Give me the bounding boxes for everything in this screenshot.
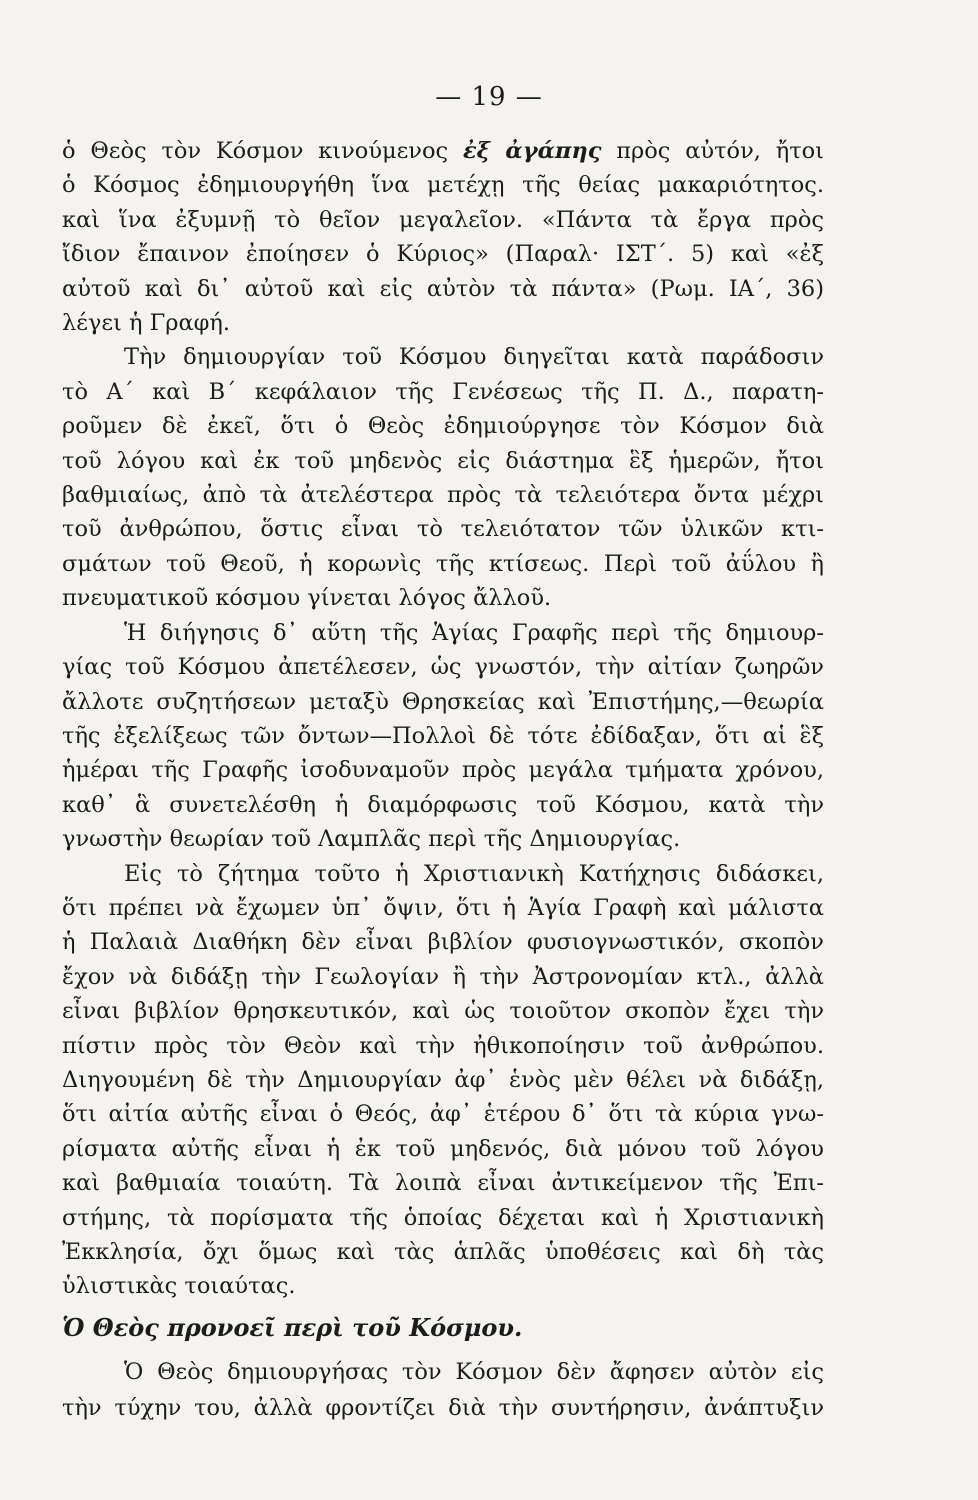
text-line: καὶ ἵνα ἐξυμνῇ τὸ θεῖον μεγαλεῖον. «Πάντα τὰ ἔργα πρὸς [62,206,824,233]
text-line: Ἡ διήγησις δ᾽ αὕτη τῆς Ἁγίας Γραφῆς περὶ τῆς δημιουρ- [124,619,824,646]
text-line: αὐτοῦ καὶ δι᾽ αὐτοῦ καὶ εἰς αὐτὸν τὰ πάντα» (Ρωμ. ΙΑ΄, 36) [62,275,824,302]
text-line: ὑλιστικὰς τοιαύτας. [62,1273,296,1300]
text-line: τὴν τύχην του, ἀλλὰ φροντίζει διὰ τὴν συντήρησιν, ἀνάπτυξιν [62,1395,824,1421]
text-segment: πρὸς αὐτόν, ἤτοι [616,138,825,164]
paragraph-2 [62,340,824,615]
text-line: βαθμιαίως, ἀπὸ τὰ ἀτελέστερα πρὸς τὰ τελειότερα ὄντα μέχρι [62,482,824,509]
section-heading: Ὁ Θεὸς προνοεῖ περὶ τοῦ Κόσμου. [62,1313,523,1342]
text-line: τοῦ ἀνθρώπου, ὅστις εἶναι τὸ τελειότατον τῶν ὑλικῶν κτι- [62,516,824,543]
paragraph-3 [62,616,824,857]
text-line: ροῦμεν δὲ ἐκεῖ, ὅτι ὁ Θεὸς ἐδημιούργησε τὸν Κόσμον διὰ [62,413,824,440]
text-line: Διηγουμένη δὲ τὴν Δημιουργίαν ἀφ᾽ ἑνὸς μὲν θέλει νὰ διδάξῃ, [62,1066,824,1093]
text-line: ὅτι πρέπει νὰ ἔχωμεν ὑπ᾽ ὄψιν, ὅτι ἡ Ἁγία Γραφὴ καὶ μάλιστα [62,894,824,921]
main-text [62,134,824,1304]
text-segment: ὁ Θεὸς τὸν Κόσμον κινούμενος [62,138,449,164]
text-line: Εἰς τὸ ζήτημα τοῦτο ἡ Χριστιανικὴ Κατήχησις διδάσκει, [124,860,824,887]
text-line: ρίσματα αὐτῆς εἶναι ἡ ἐκ τοῦ μηδενός, διὰ μόνου τοῦ λόγου [62,1135,824,1162]
text-line: ἴδιον ἔπαινον ἐποίησεν ὁ Κύριος» (Παραλ· ΙΣΤ΄. 5) καὶ «ἐξ [62,241,824,268]
page-number: — 19 — [435,82,543,112]
text-line: πνευματικοῦ κόσμου γίνεται λόγος ἄλλοῦ. [62,585,552,612]
emphasis-text: ἐξ ἀγάπης [462,138,602,164]
text-line: ὁ Κόσμος ἐδημιουργήθη ἵνα μετέχῃ τῆς θείας μακαριότητος. [62,172,824,199]
text-line: στήμης, τὰ πορίσματα τῆς ὁποίας δέχεται καὶ ἡ Χριστιανικὴ [62,1204,824,1231]
text-line: καὶ βαθμιαία τοιαύτη. Τὰ λοιπὰ εἶναι ἀντικείμενον τῆς Ἐπι- [62,1170,824,1197]
text-line: εἶναι βιβλίον θρησκευτικόν, καὶ ὡς τοιοῦτον σκοπὸν ἔχει τὴν [62,998,824,1025]
text-line: τοῦ λόγου καὶ ἐκ τοῦ μηδενὸς εἰς διάστημα ἓξ ἡμερῶν, ἤτοι [62,447,824,474]
text-line: γνωστὴν θεωρίαν τοῦ Λαμπλᾶς περὶ τῆς Δημιουργίας. [62,826,681,853]
text-line: λέγει ἡ Γραφή. [62,310,231,337]
text-line: γίας τοῦ Κόσμου ἀπετέλεσεν, ὡς γνωστόν, τὴν αἰτίαν ζωηρῶν [62,654,824,681]
text-line: τὸ Α΄ καὶ Β΄ κεφάλαιον τῆς Γενέσεως τῆς Π. Δ., παρατη- [62,378,824,405]
text-line: ὅτι αἰτία αὐτῆς εἶναι ὁ Θεός, ἀφ᾽ ἑτέρου δ᾽ ὅτι τὰ κύρια γνω- [62,1101,824,1128]
text-line: ἡ Παλαιὰ Διαθήκη δὲν εἶναι βιβλίον φυσιογνωστικόν, σκοπὸν [62,929,824,956]
text-line: σμάτων τοῦ Θεοῦ, ἡ κορωνὶς τῆς κτίσεως. Περὶ τοῦ ἀΰλου ἢ [62,550,824,577]
text-line: Τὴν δημιουργίαν τοῦ Κόσμου διηγεῖται κατὰ παράδοσιν [124,344,824,371]
text-line: καθ᾽ ἃ συνετελέσθη ἡ διαμόρφωσις τοῦ Κόσμου, κατὰ τὴν [62,791,824,818]
text-line: τῆς ἐξελίξεως τῶν ὄντων—Πολλοὶ δὲ τότε ἐδίδαξαν, ὅτι αἱ ἓξ [62,722,824,749]
paragraph-1 [62,134,824,340]
text-line: πίστιν πρὸς τὸν Θεὸν καὶ τὴν ἠθικοποίησιν τοῦ ἀνθρώπου. [62,1032,824,1059]
section-text [62,1354,824,1426]
text-line: Ὁ Θεὸς δημιουργήσας τὸν Κόσμον δὲν ἄφησεν αὐτὸν εἰς [124,1359,824,1385]
text-line [62,134,824,168]
text-line: Ἐκκλησία, ὄχι ὅμως καὶ τὰς ἁπλᾶς ὑποθέσεις καὶ δὴ τὰς [62,1239,824,1265]
text-line: ἄλλοτε συζητήσεων μεταξὺ Θρησκείας καὶ Ἐπιστήμης,—θεωρία [62,688,824,715]
text-line: ἔχον νὰ διδάξῃ τὴν Γεωλογίαν ἢ τὴν Ἀστρονομίαν κτλ., ἀλλὰ [62,963,824,990]
paragraph-4 [62,857,824,1304]
text-line: ἡμέραι τῆς Γραφῆς ἰσοδυναμοῦν πρὸς μεγάλα τμήματα χρόνου, [62,757,824,784]
